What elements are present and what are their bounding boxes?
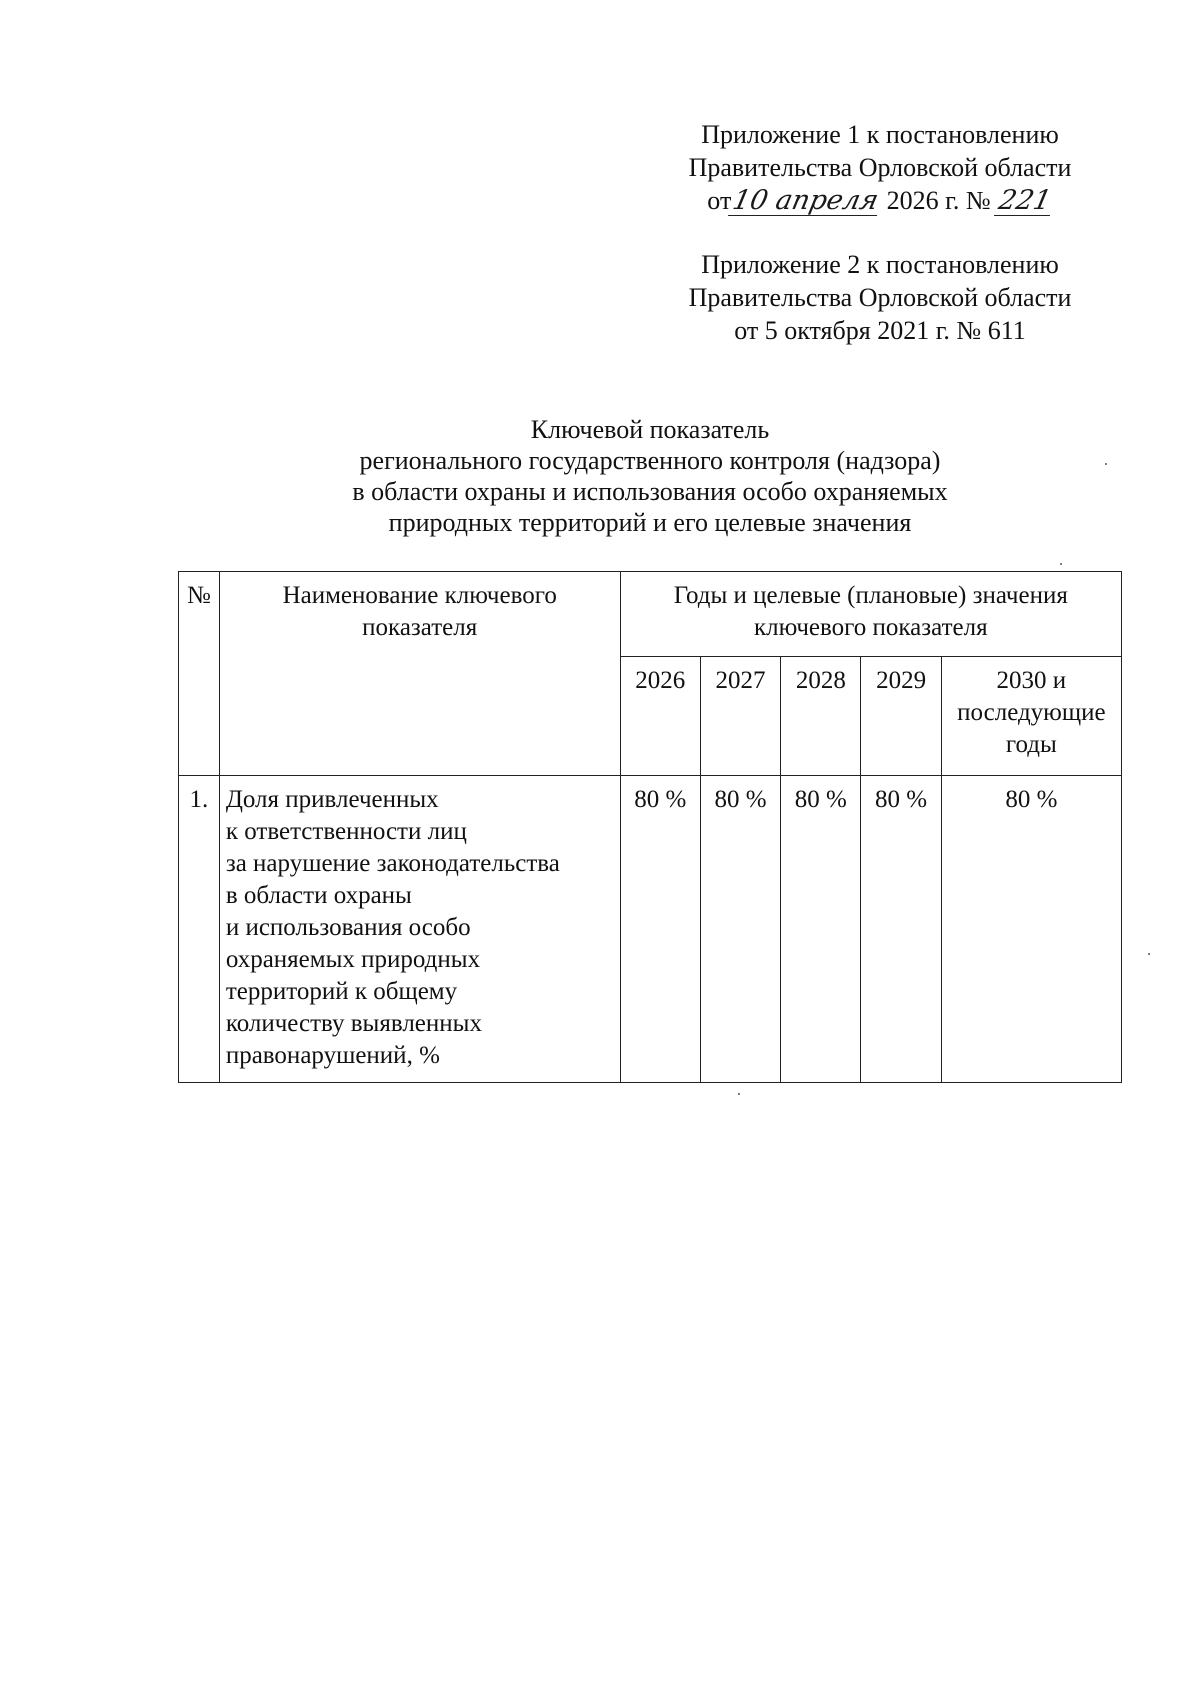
header-year-2026: 2026 bbox=[620, 657, 700, 776]
appendix-2-line-3: от 5 октября 2021 г. № 611 bbox=[734, 316, 1026, 345]
scan-speck bbox=[1148, 953, 1150, 955]
indicator-line-4: в области охраны bbox=[225, 882, 412, 909]
title-line-3: в области охраны и использования особо охраняемых bbox=[352, 477, 948, 506]
header-name-line-1: Наименование ключевого bbox=[282, 582, 557, 609]
value-2027: 80 % bbox=[700, 776, 780, 1083]
appendix-2-line-2: Правительства Орловской области bbox=[688, 283, 1072, 312]
header-num: № bbox=[179, 572, 220, 776]
row-indicator-name bbox=[219, 776, 620, 1083]
header-year-2027: 2027 bbox=[700, 657, 780, 776]
row-num: 1. bbox=[179, 776, 220, 1083]
header-last-line-2: последующие bbox=[957, 699, 1106, 726]
table-row bbox=[179, 776, 1122, 1083]
appendix-1-block bbox=[660, 118, 1100, 217]
indicator-line-2: к ответственности лиц bbox=[225, 818, 467, 845]
value-2030-plus: 80 % bbox=[941, 776, 1121, 1083]
indicator-line-9: правонарушений, % bbox=[225, 1042, 440, 1069]
scan-speck bbox=[738, 1093, 740, 1095]
header-year-2030-plus bbox=[941, 657, 1121, 776]
indicator-line-6: охраняемых природных bbox=[225, 946, 481, 973]
value-2026: 80 % bbox=[620, 776, 700, 1083]
kpi-table bbox=[178, 571, 1122, 1083]
appendix-2-block bbox=[660, 248, 1100, 347]
appendix-1-prefix: от bbox=[707, 186, 732, 215]
value-2028: 80 % bbox=[781, 776, 861, 1083]
header-name-line-2: показателя bbox=[362, 614, 478, 641]
title-line-2: регионального государственного контроля (надзора) bbox=[359, 446, 941, 475]
scan-speck bbox=[1105, 463, 1107, 465]
handwritten-number: 221 bbox=[996, 185, 1055, 216]
header-last-line-1: 2030 и bbox=[996, 667, 1067, 694]
scan-speck bbox=[1060, 563, 1062, 565]
header-last-line-3: годы bbox=[1005, 731, 1057, 758]
table-header-row-1 bbox=[179, 572, 1122, 657]
header-years-line-1: Годы и целевые (плановые) значения bbox=[673, 582, 1068, 609]
header-year-2028: 2028 bbox=[781, 657, 861, 776]
appendix-1-line-2: Правительства Орловской области bbox=[688, 153, 1072, 182]
header-name bbox=[219, 572, 620, 776]
indicator-line-1: Доля привлеченных bbox=[225, 786, 439, 813]
title-line-1: Ключевой показатель bbox=[530, 415, 770, 444]
appendix-1-year: 2026 г. № bbox=[886, 186, 991, 215]
indicator-line-5: и использования особо bbox=[225, 914, 471, 941]
indicator-line-7: территорий к общему bbox=[225, 978, 458, 1005]
header-years-line-2: ключевого показателя bbox=[754, 614, 988, 641]
title-line-4: природных территорий и его целевые значения bbox=[388, 508, 912, 537]
indicator-line-3: за нарушение законодательства bbox=[225, 850, 560, 877]
appendix-1-line-3 bbox=[660, 184, 1100, 217]
indicator-line-8: количеству выявленных bbox=[225, 1010, 482, 1037]
appendix-2-line-1: Приложение 2 к постановлению bbox=[701, 250, 1059, 279]
value-2029: 80 % bbox=[861, 776, 941, 1083]
header-year-2029: 2029 bbox=[861, 657, 941, 776]
document-title bbox=[200, 414, 1100, 538]
appendix-1-line-1: Приложение 1 к постановлению bbox=[701, 120, 1059, 149]
header-years-group bbox=[620, 572, 1121, 657]
handwritten-date: 10 апреля bbox=[730, 185, 882, 216]
